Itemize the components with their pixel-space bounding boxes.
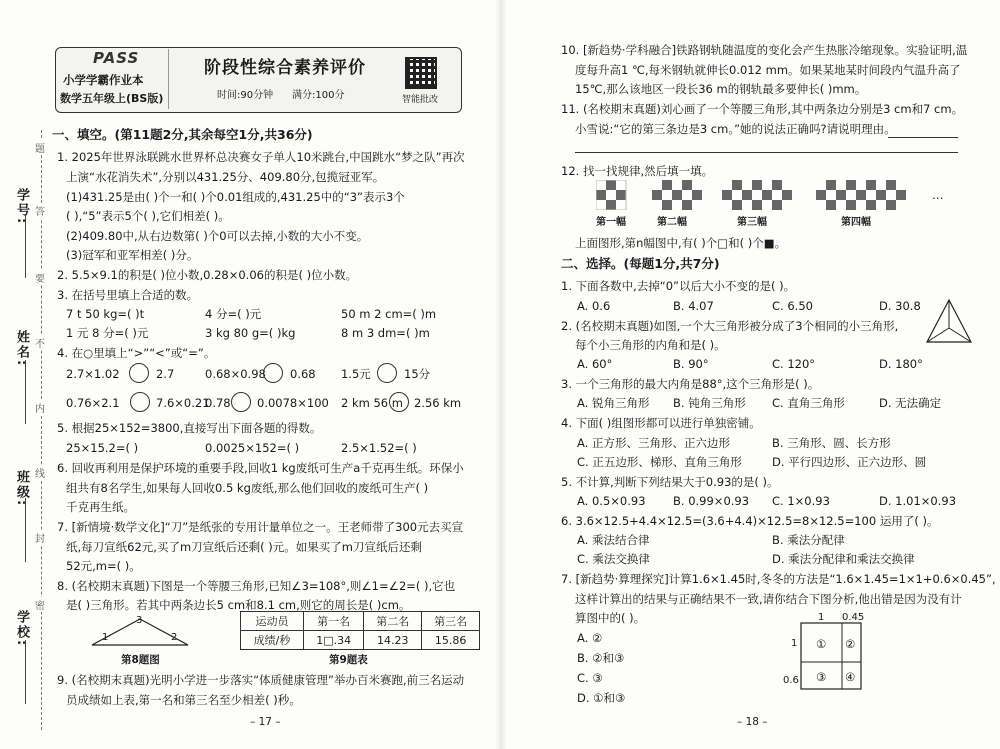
q3-item: 3 kg 80 g=( )kg xyxy=(205,326,296,340)
compare-circle-input[interactable] xyxy=(377,363,397,383)
pattern-ellipsis: … xyxy=(932,188,944,202)
q9-line2: 员成绩如上表,第一名和第三名至少相差( )秒。 xyxy=(66,693,301,707)
c7-option[interactable]: C. ③ xyxy=(577,671,603,685)
c7-option[interactable]: B. ②和③ xyxy=(577,651,625,665)
q3-item: 1 元 8 分=( )元 xyxy=(66,326,149,340)
c6-option[interactable]: D. 乘法分配律和乘法交换律 xyxy=(772,552,915,566)
time-limit: 时间:90分钟 xyxy=(217,90,274,101)
binding-mark: 题 xyxy=(35,140,45,155)
binding-mark: 要 xyxy=(35,270,45,285)
q4-right: 2.7 xyxy=(156,367,175,381)
q1-part2: (2)409.80中,从右边数第( )个0可以去掉,小数的大小不变。 xyxy=(66,229,369,243)
triangle-angle-label: 1 xyxy=(102,632,109,643)
pattern-caption: 第一幅 xyxy=(596,217,626,228)
q4-left: 2.7×1.02 xyxy=(66,367,120,381)
compare-circle-input[interactable] xyxy=(231,392,251,412)
table-header-row xyxy=(241,612,480,631)
q1-line1: 1. 2025年世界泳联跳水世界杯总决赛女子单人10米跳台,中国跳水“梦之队”再次 xyxy=(57,150,465,164)
c3-option[interactable]: D. 无法确定 xyxy=(879,396,942,410)
class-blank xyxy=(25,498,26,562)
c2-line2: 每个小三角形的内角和是( )。 xyxy=(575,338,726,352)
table-header: 运动员 xyxy=(241,612,304,631)
q8-line1: 8. (名校期末真题)下图是一个等腰三角形,已知∠3=108°,则∠1=∠2=( ),它也 xyxy=(57,579,456,593)
q4: 4. 在○里填上“>”“<”或“=”。 xyxy=(57,346,216,360)
q4-left: 0.68×0.98 xyxy=(205,367,266,381)
q4-left: 2 km 56 m xyxy=(341,396,403,410)
c4-option[interactable]: B. 三角形、圆、长方形 xyxy=(772,436,891,450)
q5-item: 25×15.2=( ) xyxy=(66,441,139,455)
fig8-caption: 第8题图 xyxy=(121,654,160,666)
grid-left-label: 0.6 xyxy=(783,675,799,686)
q3-item: 7 t 50 kg=( )t xyxy=(66,307,145,321)
pass-logo: PASS xyxy=(93,49,140,67)
section-1-heading: 一、填空。(第11题2分,其余每空1分,共36分) xyxy=(52,127,313,142)
q3-item: 8 m 3 dm=( )m xyxy=(341,326,430,340)
grid-cell-label: ② xyxy=(845,637,856,651)
qr-code-icon xyxy=(405,57,437,89)
table-header: 第二名 xyxy=(364,612,422,631)
class-label: 班级: xyxy=(14,470,29,508)
grid-cell-label: ① xyxy=(816,637,827,651)
q9-line1: 9. (名校期末真题)光明小学进一步落实“体质健康管理”举办百米赛跑,前三名运动 xyxy=(57,673,465,687)
student-id-label: 学号: xyxy=(14,188,29,226)
c3-option[interactable]: A. 锐角三角形 xyxy=(577,396,650,410)
table-header: 第三名 xyxy=(422,612,480,631)
grid-left-label: 1 xyxy=(791,638,798,649)
full-score: 满分:100分 xyxy=(292,90,345,101)
divided-triangle-figure xyxy=(925,298,973,346)
right-page xyxy=(500,0,1000,749)
triangle-angle-label: 2 xyxy=(171,632,178,643)
c7-line3: 算图中的( )。 xyxy=(575,611,646,625)
grid-cell-label: ③ xyxy=(816,670,827,684)
q4-left: 0.78 xyxy=(205,396,231,410)
c1: 1. 下面各数中,去掉“0”以后大小不变的是( )。 xyxy=(561,279,796,293)
c4-option[interactable]: A. 正方形、三角形、正六边形 xyxy=(577,436,730,450)
c6-option[interactable]: B. 乘法分配律 xyxy=(772,533,845,547)
compare-circle-input[interactable] xyxy=(389,392,409,412)
compare-circle-input[interactable] xyxy=(129,363,149,383)
c6-option[interactable]: A. 乘法结合律 xyxy=(577,533,650,547)
pattern-figure-1 xyxy=(596,180,636,210)
q1-part1-line2: ( ),“5”表示5个( ),它们相差( )。 xyxy=(66,209,230,223)
page-title: 阶段性综合素养评价 xyxy=(204,58,366,78)
page-number: – 18 – xyxy=(737,716,768,728)
table-cell: 1□.34 xyxy=(303,631,363,650)
table-header: 第一名 xyxy=(303,612,363,631)
c1-option[interactable]: D. 30.8 xyxy=(879,299,921,313)
q5-item: 0.0025×152=( ) xyxy=(205,441,300,455)
c1-option[interactable]: C. 6.50 xyxy=(772,299,813,313)
q3-item: 4 分=( )元 xyxy=(205,307,262,321)
binding-mark: 线 xyxy=(35,465,45,480)
q11-line2: 小雪说:“它的第三条边是3 cm。”她的说法正确吗?请说明理由。 xyxy=(575,122,896,136)
compare-circle-input[interactable] xyxy=(130,392,150,412)
name-blank xyxy=(25,360,26,424)
table-cell: 15.86 xyxy=(422,631,480,650)
c2-option[interactable]: B. 90° xyxy=(673,357,709,371)
school-blank xyxy=(25,640,26,704)
q10-line2: 度每升高1 ℃,每米钢轨就伸长0.012 mm。如果某地某时间段内气温升高了 xyxy=(575,63,961,77)
c3-option[interactable]: B. 钝角三角形 xyxy=(673,396,746,410)
c7-option[interactable]: D. ①和③ xyxy=(577,691,626,705)
fig9-caption: 第9题表 xyxy=(329,654,368,666)
pattern-caption: 第三幅 xyxy=(737,217,767,228)
binding-line xyxy=(41,130,42,730)
c3: 3. 一个三角形的最大内角是88°,这个三角形是( )。 xyxy=(561,377,820,391)
c6: 6. 3.6×12.5+4.4×12.5=(3.6+4.4)×12.5=8×12.5=100 运用了( )。 xyxy=(561,514,939,528)
c1-option[interactable]: B. 4.07 xyxy=(673,299,714,313)
q4-right: 0.68 xyxy=(290,367,316,381)
series-title: 小学学霸作业本 xyxy=(63,73,144,87)
c5-option[interactable]: B. 0.99×0.93 xyxy=(673,494,750,508)
c2-line1: 2. (名校期末真题)如图,一个大三角形被分成了3个相同的小三角形, xyxy=(561,319,899,333)
q1-part3: (3)冠军和亚军相差( )分。 xyxy=(66,248,199,262)
c3-option[interactable]: C. 直角三角形 xyxy=(772,396,845,410)
student-id-blank xyxy=(25,214,26,278)
c1-option[interactable]: A. 0.6 xyxy=(577,299,611,313)
c6-option[interactable]: C. 乘法交换律 xyxy=(577,552,650,566)
binding-mark: 答 xyxy=(35,203,45,218)
q5-item: 2.5×1.52=( ) xyxy=(341,441,417,455)
binding-mark: 封 xyxy=(35,530,45,545)
race-results-table xyxy=(240,611,480,650)
q1-line2: 上演“水花消失术”,分别以431.25分、409.80分,包揽冠亚军。 xyxy=(66,170,385,184)
c4-option[interactable]: D. 平行四边形、正六边形、圆 xyxy=(772,455,927,469)
page-number: – 17 – xyxy=(250,716,281,728)
q4-right: 2.56 km xyxy=(414,396,462,410)
table-cell: 14.23 xyxy=(364,631,422,650)
binding-mark: 内 xyxy=(35,400,45,415)
c4-option[interactable]: C. 正五边形、梯形、直角三角形 xyxy=(577,455,742,469)
c4: 4. 下面( )组图形都可以进行单独密铺。 xyxy=(561,416,761,430)
q4-left: 0.76×2.1 xyxy=(66,396,120,410)
q4-left: 1.5元 xyxy=(341,367,371,381)
c7-line2: 这样计算出的结果与正确结果不一致,请你结合下图分析,他出错是因为没有计 xyxy=(575,592,962,606)
q2: 2. 5.5×9.1的积是( )位小数,0.28×0.06的积是( )位小数。 xyxy=(57,268,358,282)
compare-circle-input[interactable] xyxy=(263,363,283,383)
q4-right: 0.0078×100 xyxy=(257,396,329,410)
q3-item: 50 m 2 cm=( )m xyxy=(341,307,437,321)
c5-option[interactable]: D. 1.01×0.93 xyxy=(879,494,957,508)
q1-part1-line1: (1)431.25是由( )个一和( )个0.01组成的,431.25中的“3”表示3个 xyxy=(66,190,405,204)
q6-line1: 6. 回收再利用是保护环境的重要手段,回收1 kg废纸可生产a千克再生纸。环保小 xyxy=(57,461,464,475)
q10-line1: 10. [新趋势·学科融合]铁路钢轨随温度的变化会产生热胀冷缩现象。实验证明,温 xyxy=(561,43,968,57)
c2-option[interactable]: A. 60° xyxy=(577,357,613,371)
q7-line2: 纸,每刀宣纸62元,买了m刀宣纸后还剩( )元。如果买了m刀宣纸后还剩 xyxy=(66,540,422,554)
pattern-figure-3 xyxy=(722,180,792,210)
q10-line3: 15℃,那么该地区一段长36 m的钢轨最多要伸长( )mm。 xyxy=(575,82,867,96)
q6-line3: 千克再生纸。 xyxy=(66,500,135,514)
q8-line2: 是( )三角形。若其中两条边长5 cm和8.1 cm,则它的周长是( )cm。 xyxy=(66,598,411,612)
table-row xyxy=(241,631,480,650)
pattern-caption: 第二幅 xyxy=(657,217,687,228)
c7-line1: 7. [新趋势·算理探究]计算1.6×1.45时,冬冬的方法是“1.6×1.45=1×1+0.6×0.45”, xyxy=(561,572,996,586)
grid-top-label: 0.45 xyxy=(842,612,865,623)
pattern-figure-2 xyxy=(652,180,702,210)
banner-divider xyxy=(168,49,169,109)
q4-right: 15分 xyxy=(404,367,431,381)
c2-option[interactable]: D. 180° xyxy=(879,357,923,371)
q11-answer-line[interactable] xyxy=(888,137,958,138)
binding-mark: 密 xyxy=(35,597,45,612)
binding-mark: 不 xyxy=(35,335,45,350)
q3: 3. 在括号里填上合适的数。 xyxy=(57,288,199,302)
book-edition: 数学五年级上(BS版) xyxy=(60,92,164,105)
pattern-figure-4 xyxy=(816,180,906,210)
q7-line1: 7. [新情境·数学文化]“刀”是纸张的专用计量单位之一。王老师带了300元去买宣 xyxy=(57,520,464,534)
c5-option[interactable]: C. 1×0.93 xyxy=(772,494,830,508)
q11-answer-line[interactable] xyxy=(575,152,958,153)
q11-line1: 11. (名校期末真题)刘心画了一个等腰三角形,其中两条边分别是3 cm和7 cm。 xyxy=(561,102,964,116)
c5-option[interactable]: A. 0.5×0.93 xyxy=(577,494,646,508)
c2-option[interactable]: C. 120° xyxy=(772,357,816,371)
table-cell: 成绩/秒 xyxy=(241,631,304,650)
q4-right: 7.6×0.21 xyxy=(156,396,210,410)
school-label: 学校: xyxy=(14,610,29,648)
grid-cell-label: ④ xyxy=(845,670,856,684)
q6-line2: 组共有8名学生,如果每人回收0.5 kg废纸,那么他们回收的废纸可生产( ) xyxy=(66,481,429,495)
name-label: 姓名: xyxy=(14,330,29,368)
grid-top-label: 1 xyxy=(818,612,825,623)
c5: 5. 不计算,判断下列结果大于0.93的是( )。 xyxy=(561,475,779,489)
qr-caption: 智能批改 xyxy=(402,95,439,105)
q12: 12. 找一找规律,然后填一填。 xyxy=(561,164,714,178)
q5: 5. 根据25×152=3800,直接写出下面各题的得数。 xyxy=(57,421,322,435)
triangle-angle-label: 3 xyxy=(136,615,143,626)
c7-option[interactable]: A. ② xyxy=(577,631,603,645)
q12-fill: 上面图形,第n幅图中,有( )个□和( )个■。 xyxy=(575,236,787,250)
pattern-caption: 第四幅 xyxy=(841,217,871,228)
q7-line3: 52元,m=( )。 xyxy=(66,559,141,573)
section-2-heading: 二、选择。(每题1分,共7分) xyxy=(561,256,720,271)
